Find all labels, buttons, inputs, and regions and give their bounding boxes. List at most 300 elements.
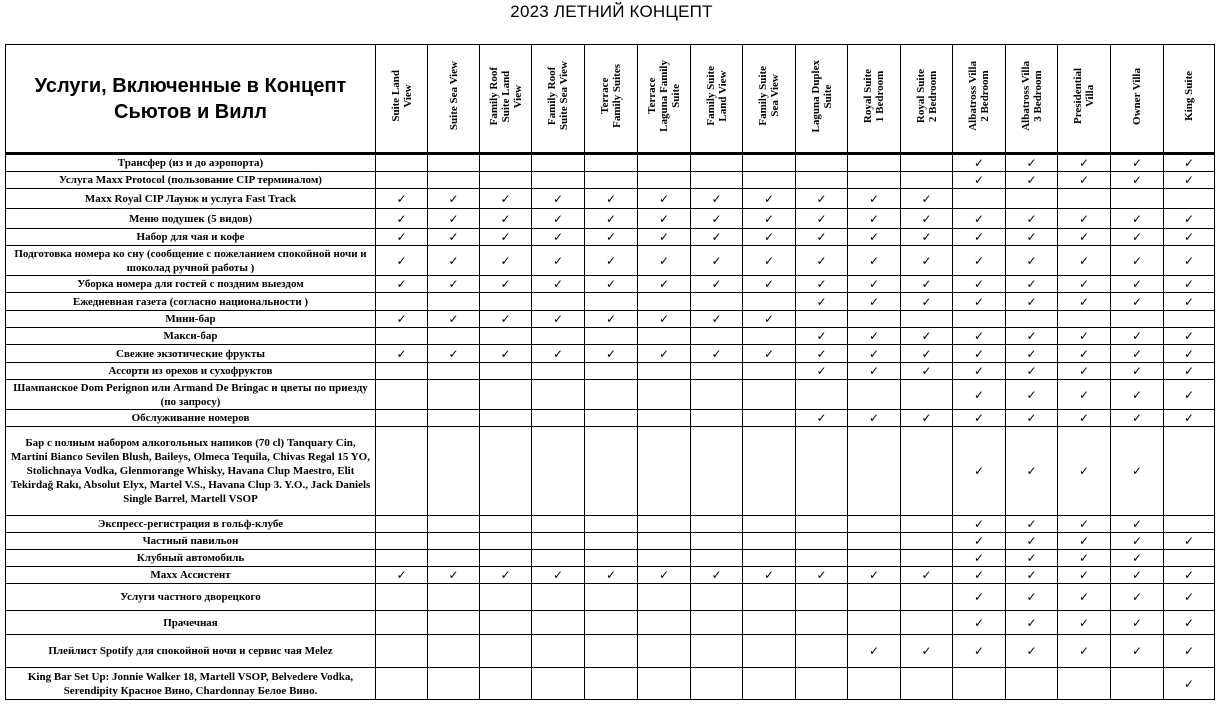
checkmark-icon: ✓ (868, 329, 880, 343)
check-cell (691, 154, 743, 172)
checkmark-icon: ✓ (1183, 211, 1195, 226)
check-cell (1164, 363, 1215, 380)
check-cell (953, 172, 1006, 189)
service-label: Ежедневная газета (согласно национальности ) (6, 293, 376, 311)
check-cell (1058, 209, 1111, 229)
check-cell (1164, 611, 1215, 635)
check-cell (796, 209, 848, 229)
check-cell (901, 328, 953, 345)
checkmark-icon: ✓ (1183, 590, 1195, 604)
checkmark-icon: ✓ (1131, 464, 1143, 478)
check-cell (585, 550, 638, 567)
concept-services-table (5, 44, 1215, 700)
checkmark-icon: ✓ (1078, 211, 1090, 226)
checkmark-icon: ✓ (921, 364, 932, 378)
check-cell (796, 550, 848, 567)
check-cell (848, 189, 901, 209)
checkmark-icon: ✓ (763, 568, 775, 582)
column-header (376, 45, 428, 154)
check-cell (1111, 172, 1164, 189)
check-cell (480, 516, 532, 533)
checkmark-icon: ✓ (605, 253, 617, 268)
checkmark-icon: ✓ (1183, 253, 1195, 268)
checkmark-icon: ✓ (1183, 644, 1195, 658)
checkmark-icon: ✓ (816, 364, 827, 378)
check-cell (1058, 550, 1111, 567)
checkmark-icon: ✓ (816, 411, 827, 425)
table-row (6, 635, 1215, 668)
check-cell (691, 516, 743, 533)
check-cell (480, 209, 532, 229)
check-cell (743, 410, 796, 427)
table-row (6, 533, 1215, 550)
checkmark-icon: ✓ (1131, 230, 1143, 244)
check-cell (480, 584, 532, 611)
checkmark-icon: ✓ (868, 568, 880, 582)
table-row (6, 380, 1215, 410)
checkmark-icon: ✓ (552, 230, 564, 244)
check-cell (1058, 668, 1111, 700)
check-cell (796, 246, 848, 276)
check-cell (480, 567, 532, 584)
check-cell (848, 172, 901, 189)
check-cell (1111, 189, 1164, 209)
checkmark-icon: ✓ (500, 253, 511, 268)
check-cell (532, 345, 585, 363)
column-header-label: King Suite (1183, 71, 1195, 121)
checkmark-icon: ✓ (921, 568, 932, 582)
checkmark-icon: ✓ (1131, 173, 1143, 187)
check-cell (638, 189, 691, 209)
checkmark-icon: ✓ (1026, 173, 1037, 187)
column-header (1006, 45, 1058, 154)
check-cell (585, 293, 638, 311)
checkmark-icon: ✓ (868, 191, 880, 206)
check-cell (532, 550, 585, 567)
checkmark-icon: ✓ (396, 346, 407, 361)
check-cell (743, 668, 796, 700)
checkmark-icon: ✓ (816, 253, 827, 268)
check-cell (743, 516, 796, 533)
check-cell (585, 246, 638, 276)
checkmark-icon: ✓ (921, 346, 932, 361)
checkmark-icon: ✓ (1183, 364, 1195, 378)
check-cell (1058, 345, 1111, 363)
checkmark-icon: ✓ (1131, 517, 1143, 531)
check-cell (796, 345, 848, 363)
check-cell (848, 584, 901, 611)
checkmark-icon: ✓ (711, 211, 722, 226)
checkmark-icon: ✓ (973, 590, 985, 604)
checkmark-icon: ✓ (448, 230, 459, 244)
check-cell (953, 229, 1006, 246)
checkmark-icon: ✓ (816, 568, 827, 582)
checkmark-icon: ✓ (1078, 568, 1090, 582)
check-cell (953, 276, 1006, 293)
checkmark-icon: ✓ (1026, 346, 1037, 361)
check-cell (480, 427, 532, 516)
checkmark-icon: ✓ (1026, 277, 1037, 291)
check-cell (901, 311, 953, 328)
page-title: 2023 ЛЕТНИЙ КОНЦЕПТ (510, 2, 713, 21)
check-cell (638, 533, 691, 550)
check-cell (1058, 567, 1111, 584)
column-header (585, 45, 638, 154)
check-cell (638, 154, 691, 172)
table-row (6, 410, 1215, 427)
check-cell (1164, 154, 1215, 172)
check-cell (428, 209, 480, 229)
check-cell (428, 189, 480, 209)
column-header-label: Royal Suite 1 Bedroom (862, 68, 886, 124)
check-cell (953, 293, 1006, 311)
check-cell (796, 668, 848, 700)
check-cell (901, 154, 953, 172)
check-cell (532, 427, 585, 516)
checkmark-icon: ✓ (1183, 346, 1195, 361)
table-row (6, 246, 1215, 276)
checkmark-icon: ✓ (1026, 387, 1037, 402)
check-cell (585, 567, 638, 584)
table-row (6, 172, 1215, 189)
checkmark-icon: ✓ (1131, 346, 1143, 361)
check-cell (796, 427, 848, 516)
checkmark-icon: ✓ (500, 211, 511, 226)
check-cell (480, 345, 532, 363)
checkmark-icon: ✓ (763, 346, 775, 361)
checkmark-icon: ✓ (1026, 568, 1037, 582)
check-cell (743, 172, 796, 189)
check-cell (901, 550, 953, 567)
column-header (480, 45, 532, 154)
checkmark-icon: ✓ (1078, 230, 1090, 244)
check-cell (638, 311, 691, 328)
column-header (1164, 45, 1215, 154)
check-cell (953, 345, 1006, 363)
check-cell (428, 172, 480, 189)
check-cell (953, 668, 1006, 700)
checkmark-icon: ✓ (658, 277, 670, 291)
checkmark-icon: ✓ (658, 230, 670, 244)
checkmark-icon: ✓ (973, 173, 985, 187)
check-cell (743, 380, 796, 410)
checkmark-icon: ✓ (1026, 464, 1037, 478)
check-cell (953, 410, 1006, 427)
checkmark-icon: ✓ (1183, 156, 1195, 170)
check-cell (585, 209, 638, 229)
check-cell (1164, 427, 1215, 516)
checkmark-icon: ✓ (1183, 676, 1195, 691)
check-cell (376, 172, 428, 189)
checkmark-icon: ✓ (1078, 329, 1090, 343)
check-cell (743, 584, 796, 611)
checkmark-icon: ✓ (763, 253, 775, 268)
check-cell (691, 189, 743, 209)
checkmark-icon: ✓ (1183, 534, 1195, 548)
checkmark-icon: ✓ (658, 312, 670, 326)
check-cell (1058, 363, 1111, 380)
check-cell (848, 668, 901, 700)
check-cell (901, 276, 953, 293)
check-cell (1006, 276, 1058, 293)
check-cell (848, 567, 901, 584)
check-cell (1164, 345, 1215, 363)
check-cell (953, 154, 1006, 172)
checkmark-icon: ✓ (973, 411, 985, 425)
check-cell (428, 328, 480, 345)
checkmark-icon: ✓ (1131, 534, 1143, 548)
check-cell (953, 567, 1006, 584)
check-cell (691, 345, 743, 363)
service-label: Подготовка номера ко сну (сообщение с пожеланием спокойной ночи и шоколад ручной работы ) (6, 246, 376, 276)
column-header-label: Royal Suite 2 Bedroom (914, 68, 939, 124)
column-header-label: Albatross Villa 2 Bedroom (967, 61, 991, 131)
check-cell (743, 363, 796, 380)
check-cell (953, 209, 1006, 229)
checkmark-icon: ✓ (763, 211, 775, 226)
table-row (6, 276, 1215, 293)
column-header (848, 45, 901, 154)
checkmark-icon: ✓ (1131, 253, 1143, 268)
check-cell (532, 276, 585, 293)
check-cell (376, 516, 428, 533)
checkmark-icon: ✓ (1026, 329, 1037, 343)
checkmark-icon: ✓ (1026, 534, 1037, 548)
check-cell (691, 328, 743, 345)
checkmark-icon: ✓ (1078, 294, 1090, 309)
check-cell (848, 311, 901, 328)
check-cell (848, 427, 901, 516)
checkmark-icon: ✓ (1131, 387, 1143, 402)
checkmark-icon: ✓ (1131, 615, 1143, 630)
check-cell (691, 276, 743, 293)
check-cell (901, 427, 953, 516)
checkmark-icon: ✓ (763, 277, 775, 291)
check-cell (743, 276, 796, 293)
check-cell (638, 567, 691, 584)
checkmark-icon: ✓ (396, 312, 407, 326)
check-cell (796, 311, 848, 328)
check-cell (376, 380, 428, 410)
service-label: Шампанское Dom Perignon или Armand De Bringac и цветы по приезду (по запросу) (6, 380, 376, 410)
service-label: Бар с полным набором алкогольных напиков (70 cl) Tanquary Cin, Martini Bianco Sevilen Blush, Baileys, Olmeca Tequila, Chivas Regal 15 YO, Stolichnaya Vodka, Glenmorange Whisky, Havana Clup Maestro, Elit Tekirdağ Rakı, Absolut Elyx, Martel V.S., Havana Clup 3. Y.O., Jack Daniels Single Barrel, Martell VSOP (6, 427, 376, 516)
check-cell (1111, 567, 1164, 584)
check-cell (428, 363, 480, 380)
check-cell (428, 427, 480, 516)
check-cell (691, 246, 743, 276)
check-cell (901, 410, 953, 427)
check-cell (532, 209, 585, 229)
check-cell (953, 533, 1006, 550)
check-cell (1006, 246, 1058, 276)
check-cell (1058, 427, 1111, 516)
check-cell (532, 410, 585, 427)
check-cell (532, 189, 585, 209)
table-row (6, 611, 1215, 635)
checkmark-icon: ✓ (711, 346, 722, 361)
table-body (6, 154, 1215, 700)
check-cell (691, 550, 743, 567)
check-cell (480, 668, 532, 700)
checkmark-icon: ✓ (868, 294, 880, 309)
check-cell (585, 380, 638, 410)
check-cell (1164, 550, 1215, 567)
table-row (6, 427, 1215, 516)
column-header (901, 45, 953, 154)
checkmark-icon: ✓ (1183, 230, 1195, 244)
checkmark-icon: ✓ (921, 294, 932, 309)
check-cell (953, 189, 1006, 209)
check-cell (901, 189, 953, 209)
check-cell (638, 427, 691, 516)
check-cell (1111, 311, 1164, 328)
check-cell (1006, 427, 1058, 516)
column-header (638, 45, 691, 154)
service-label: Мини-бар (6, 311, 376, 328)
check-cell (743, 293, 796, 311)
check-cell (480, 293, 532, 311)
check-cell (691, 668, 743, 700)
check-cell (1006, 380, 1058, 410)
checkmark-icon: ✓ (396, 277, 407, 291)
check-cell (638, 345, 691, 363)
check-cell (848, 635, 901, 668)
check-cell (796, 611, 848, 635)
check-cell (376, 328, 428, 345)
check-cell (428, 533, 480, 550)
check-cell (1111, 668, 1164, 700)
check-cell (585, 611, 638, 635)
check-cell (796, 276, 848, 293)
check-cell (953, 635, 1006, 668)
checkmark-icon: ✓ (973, 211, 985, 226)
service-label: Экспресс-регистрация в гольф-клубе (6, 516, 376, 533)
check-cell (901, 229, 953, 246)
check-cell (953, 516, 1006, 533)
check-cell (585, 328, 638, 345)
check-cell (1006, 189, 1058, 209)
check-cell (428, 584, 480, 611)
check-cell (1164, 311, 1215, 328)
checkmark-icon: ✓ (1078, 644, 1090, 658)
check-cell (848, 328, 901, 345)
check-cell (1058, 328, 1111, 345)
check-cell (376, 635, 428, 668)
checkmark-icon: ✓ (1078, 551, 1090, 565)
checkmark-icon: ✓ (500, 312, 511, 326)
check-cell (376, 567, 428, 584)
check-cell (848, 533, 901, 550)
check-cell (428, 311, 480, 328)
checkmark-icon: ✓ (973, 277, 985, 291)
check-cell (901, 293, 953, 311)
checkmark-icon: ✓ (973, 156, 985, 170)
check-cell (585, 229, 638, 246)
check-cell (953, 550, 1006, 567)
check-cell (1111, 246, 1164, 276)
checkmark-icon: ✓ (973, 517, 985, 531)
checkmark-icon: ✓ (868, 644, 880, 658)
checkmark-icon: ✓ (1026, 615, 1037, 630)
column-header-label: Laguna Duplex Suite (809, 59, 834, 133)
service-label: Услуги частного дворецкого (6, 584, 376, 611)
service-label: Обслуживание номеров (6, 410, 376, 427)
check-cell (953, 311, 1006, 328)
checkmark-icon: ✓ (1078, 277, 1090, 291)
checkmark-icon: ✓ (500, 230, 511, 244)
checkmark-icon: ✓ (448, 312, 459, 326)
checkmark-icon: ✓ (1078, 346, 1090, 361)
checkmark-icon: ✓ (448, 211, 459, 226)
checkmark-icon: ✓ (448, 253, 459, 268)
checkmark-icon: ✓ (605, 568, 617, 582)
checkmark-icon: ✓ (1078, 156, 1090, 170)
checkmark-icon: ✓ (1026, 230, 1037, 244)
check-cell (1111, 410, 1164, 427)
checkmark-icon: ✓ (605, 191, 617, 206)
checkmark-icon: ✓ (711, 568, 722, 582)
column-header-label: Family Roof Suite Sea View (546, 61, 570, 131)
check-cell (691, 611, 743, 635)
checkmark-icon: ✓ (1131, 329, 1143, 343)
check-cell (638, 611, 691, 635)
check-cell (1164, 328, 1215, 345)
column-header (428, 45, 480, 154)
check-cell (1111, 293, 1164, 311)
check-cell (1164, 189, 1215, 209)
check-cell (1058, 293, 1111, 311)
check-cell (1164, 380, 1215, 410)
check-cell (376, 345, 428, 363)
checkmark-icon: ✓ (973, 387, 985, 402)
checkmark-icon: ✓ (552, 253, 564, 268)
check-cell (376, 154, 428, 172)
checkmark-icon: ✓ (1078, 517, 1090, 531)
check-cell (1058, 229, 1111, 246)
table-row (6, 209, 1215, 229)
check-cell (901, 584, 953, 611)
checkmark-icon: ✓ (1078, 615, 1090, 630)
check-cell (1006, 328, 1058, 345)
service-label: Уборка номера для гостей с поздним выездом (6, 276, 376, 293)
check-cell (796, 293, 848, 311)
checkmark-icon: ✓ (921, 277, 932, 291)
check-cell (532, 293, 585, 311)
column-header-label: Albatross Villa 3 Bedroom (1019, 61, 1044, 131)
check-cell (848, 550, 901, 567)
check-cell (1164, 668, 1215, 700)
check-cell (953, 246, 1006, 276)
check-cell (428, 635, 480, 668)
check-cell (743, 189, 796, 209)
check-cell (1111, 427, 1164, 516)
check-cell (691, 410, 743, 427)
checkmark-icon: ✓ (658, 191, 670, 206)
check-cell (743, 427, 796, 516)
service-label: Свежие экзотические фрукты (6, 345, 376, 363)
check-cell (1111, 635, 1164, 668)
checkmark-icon: ✓ (973, 230, 985, 244)
check-cell (376, 189, 428, 209)
check-cell (691, 427, 743, 516)
check-cell (376, 550, 428, 567)
table-row (6, 293, 1215, 311)
checkmark-icon: ✓ (973, 644, 985, 658)
check-cell (848, 229, 901, 246)
check-cell (848, 246, 901, 276)
checkmark-icon: ✓ (816, 294, 827, 309)
check-cell (638, 380, 691, 410)
